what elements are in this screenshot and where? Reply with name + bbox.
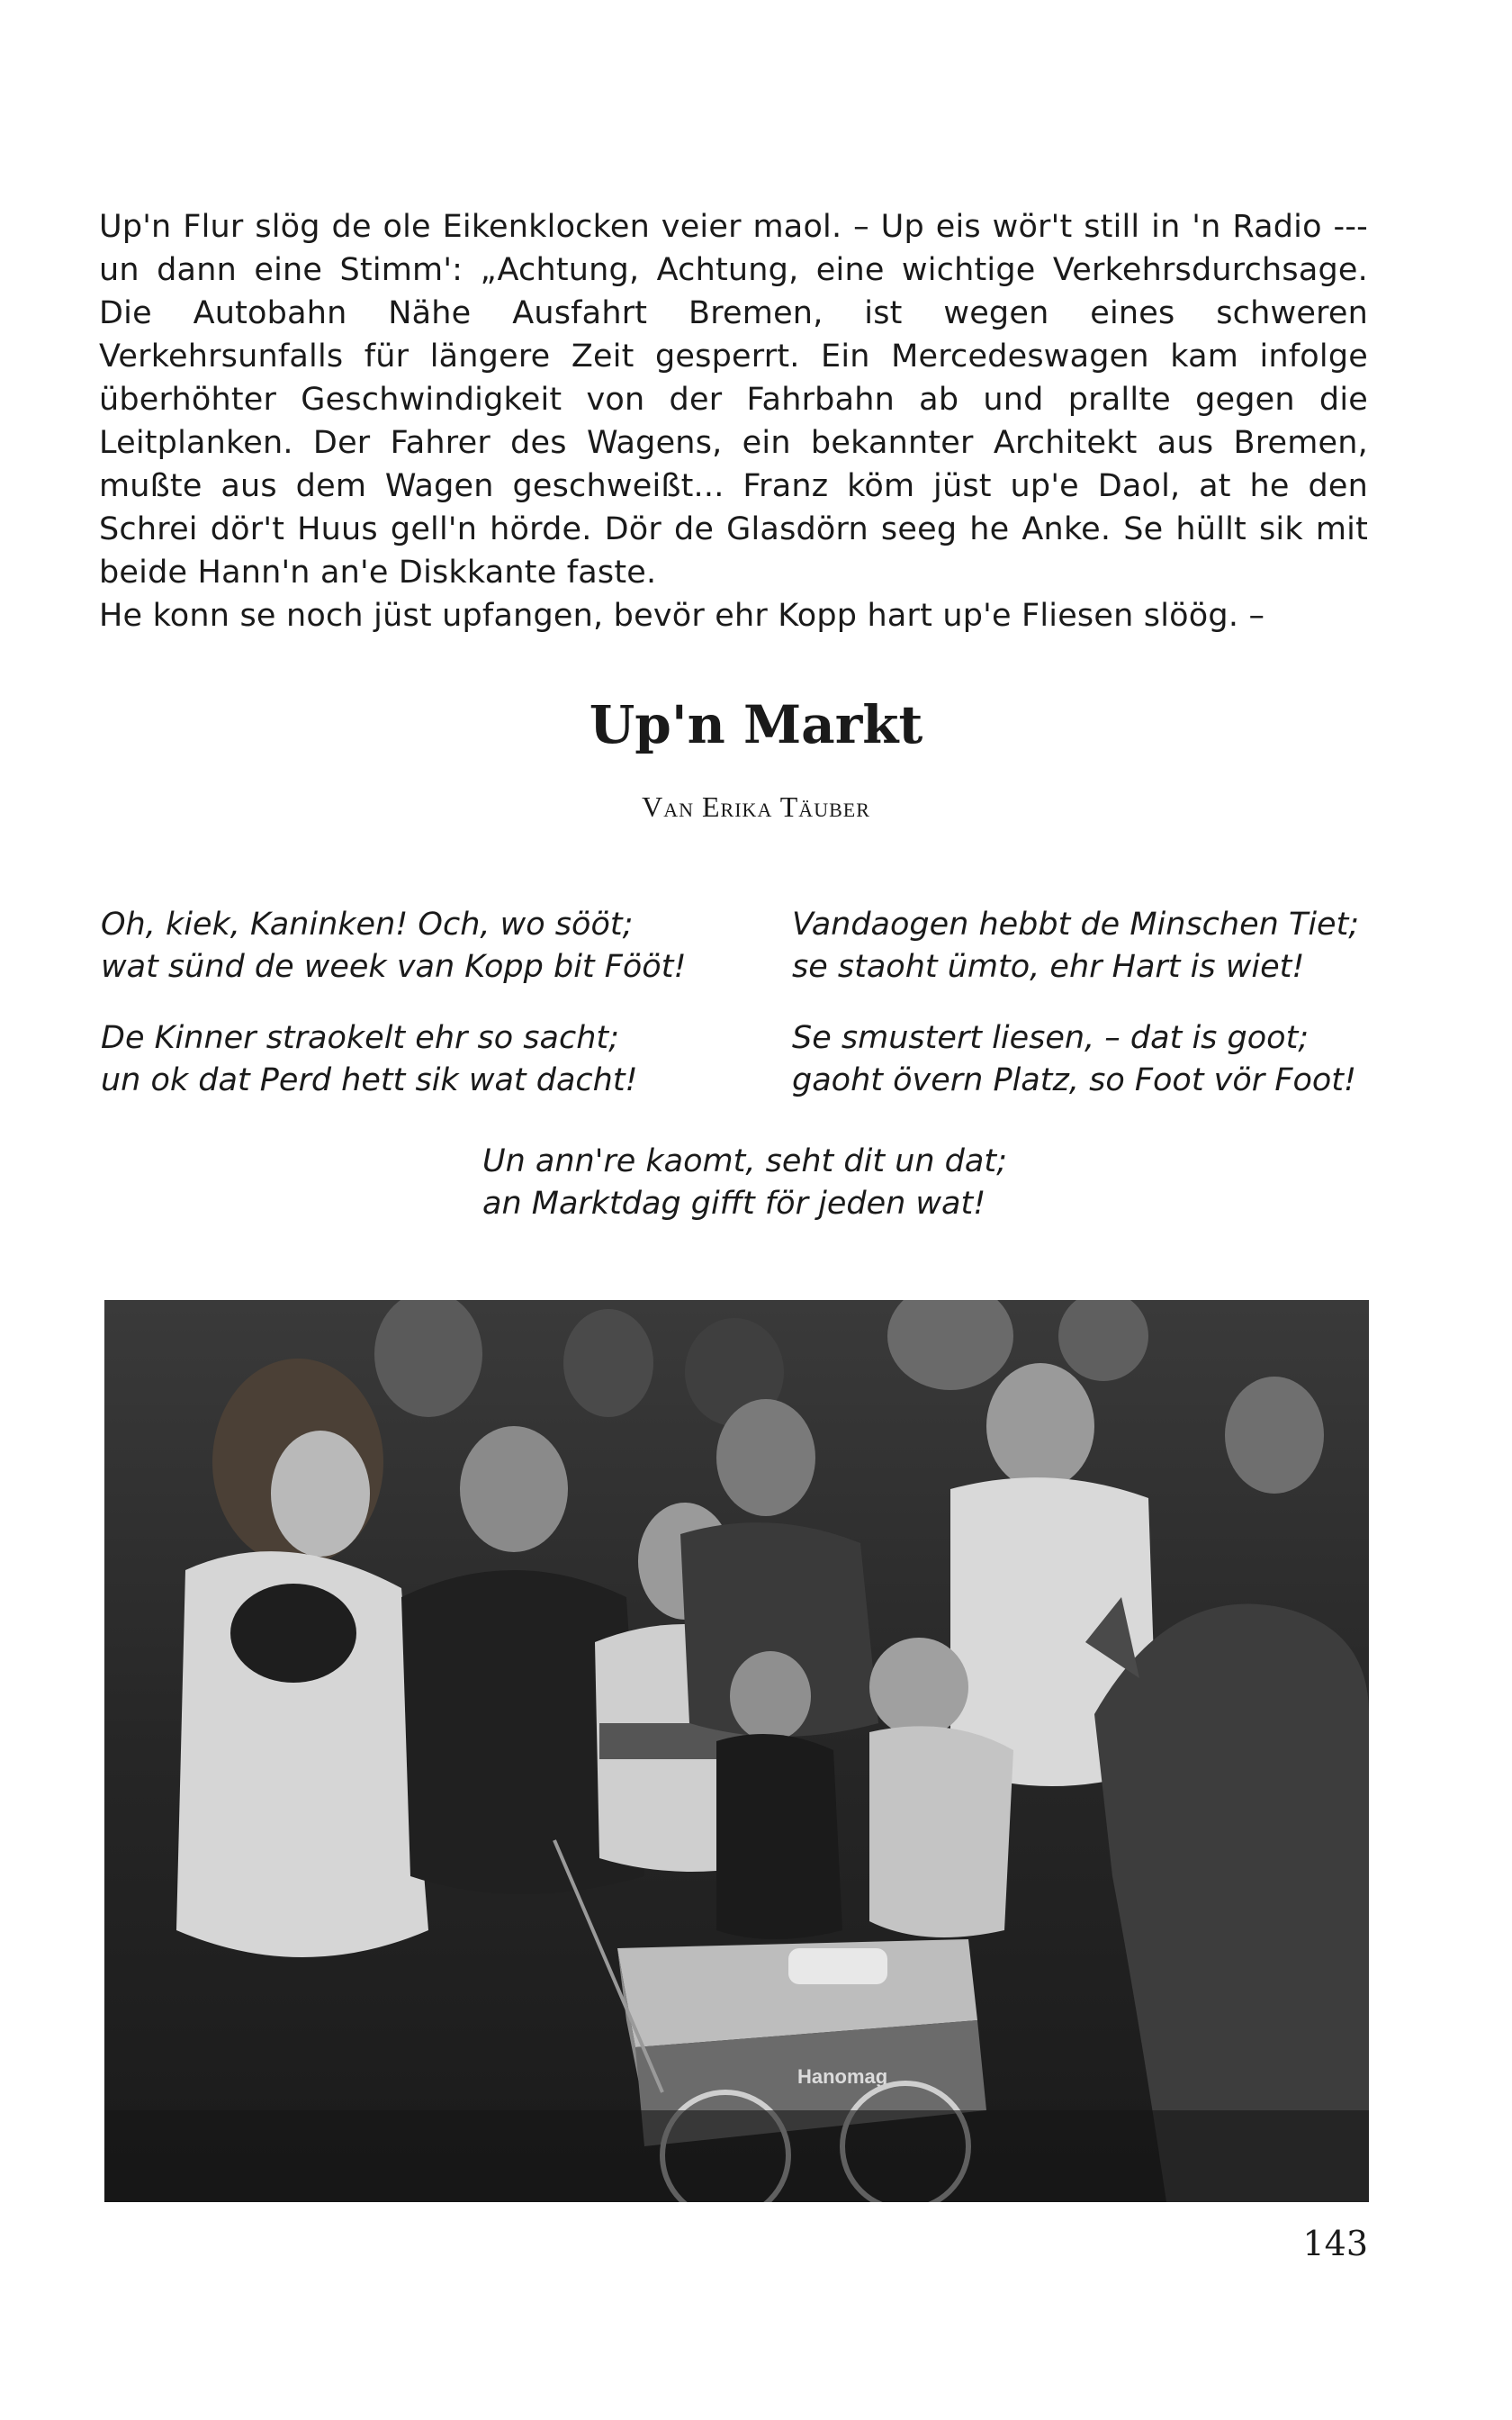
poem-stanza-4	[792, 1017, 1356, 1102]
poem-title: Up'n Markt	[589, 694, 923, 755]
poem-line: Un ann're kaomt, seht dit un dat;	[482, 1143, 1007, 1179]
poem-line: wat sünd de week van Kopp bit Fööt!	[101, 949, 687, 985]
poem-line: Vandaogen hebbt de Minschen Tiet;	[792, 907, 1360, 943]
poem-line: un ok dat Perd hett sik wat dacht!	[101, 1062, 638, 1098]
story-paragraph-2: He konn se noch jüst upfangen, bevör ehr Kopp hart up'e Fliesen slöög. –	[99, 598, 1265, 634]
story-paragraph-1: Up'n Flur slög de ole Eikenklocken veier maol. – Up eis wör't still in 'n Radio --- un dann eine Stimm': „Achtung, Achtung, eine wichtige Verkehrsdurchsage. Die Autobahn Nähe Ausfahrt Bremen, ist wegen eines schweren Verkehrsunfalls für längere Zeit gesperrt. Ein Mercedeswagen kam infolge überhöhter Geschwindigkeit von der Fahrbahn ab und prallte gegen die Leitplanken. Der Fahrer des Wagens, ein bekannter Architekt aus Bremen, mußte aus dem Wagen geschweißt... Franz köm jüst up'e Daol, at he den Schrei dör't Huus gell'n hörde. Dör de Glasdörn seeg he Anke. Se hüllt sik mit beide Hann'n an'e Diskkante faste.	[99, 209, 1368, 591]
page-number: 143	[1302, 2224, 1368, 2263]
poem-line: an Marktdag gifft för jeden wat!	[482, 1186, 986, 1222]
poem-line: Oh, kiek, Kaninken! Och, wo sööt;	[101, 907, 634, 943]
market-photo	[104, 1300, 1369, 2202]
poem-stanza-3	[101, 1017, 638, 1102]
story-text	[99, 205, 1368, 637]
cart-label: Hanomag	[797, 2065, 888, 2088]
poem-stanza-5	[482, 1141, 1007, 1225]
poem-line: De Kinner straokelt ehr so sacht;	[101, 1020, 619, 1056]
poem-author: Van Erika Täuber	[642, 790, 870, 823]
poem-stanza-1	[101, 904, 686, 989]
poem-stanza-2	[792, 904, 1359, 989]
poem-line: gaoht övern Platz, so Foot vör Foot!	[792, 1062, 1357, 1098]
market-photo-illustration	[104, 1300, 1369, 2202]
poem-line: se staoht ümto, ehr Hart is wiet!	[792, 949, 1305, 985]
poem-line: Se smustert liesen, – dat is goot;	[792, 1020, 1310, 1056]
